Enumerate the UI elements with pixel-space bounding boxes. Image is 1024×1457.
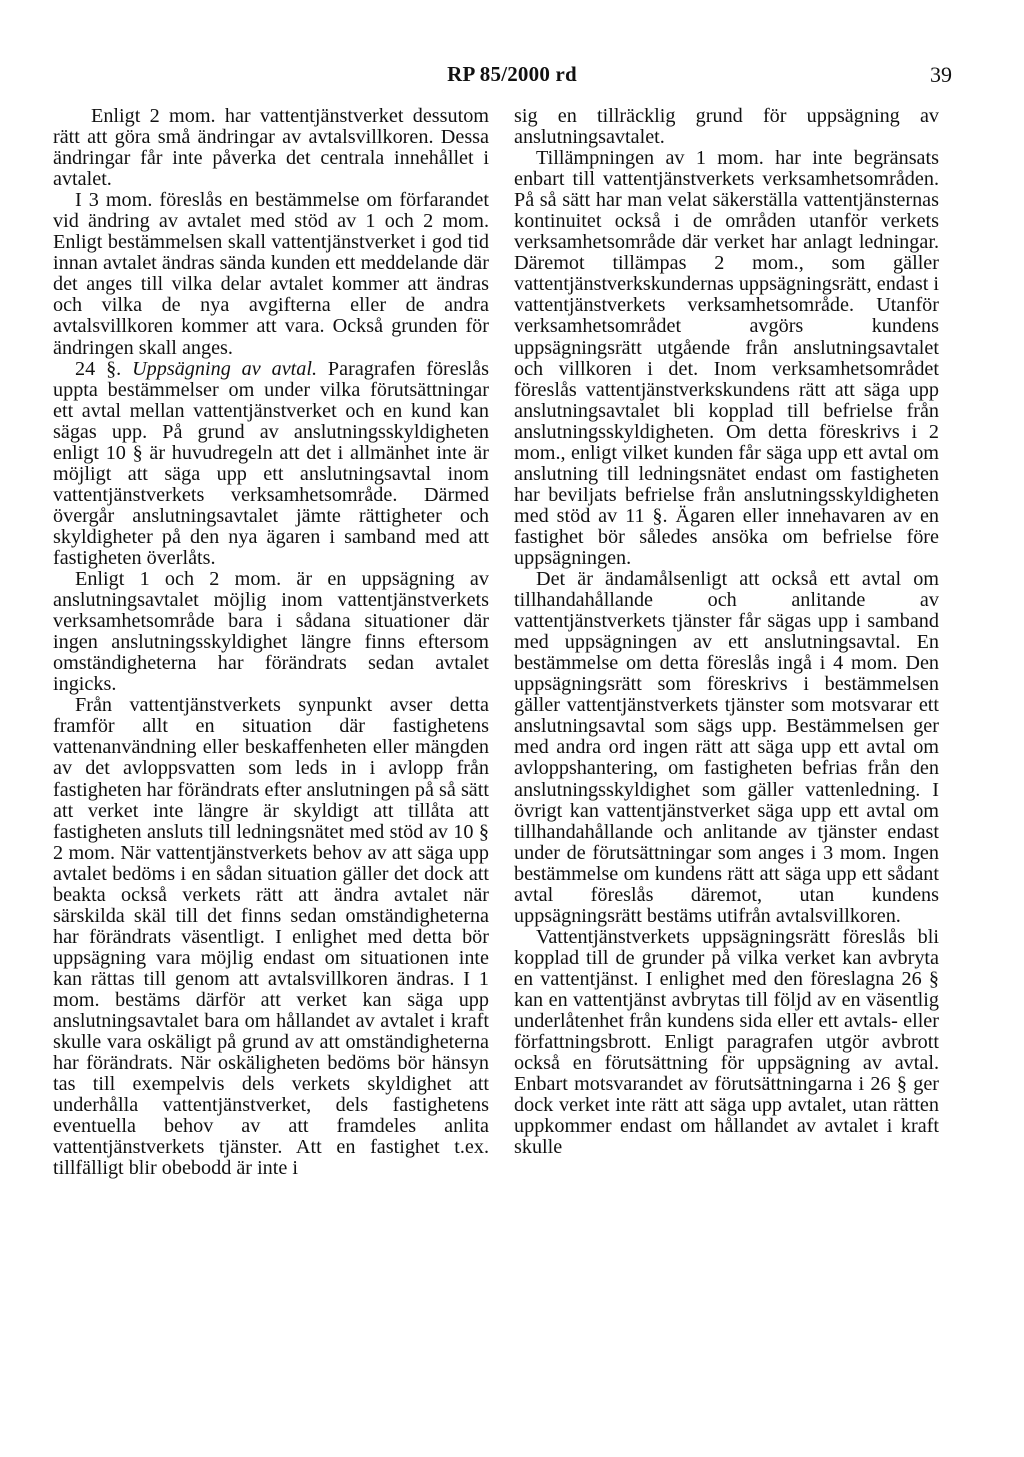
paragraph: Vattentjänstverkets uppsägningsrätt föreslås bli kopplad till de grunder på vilka verket kan avbryta en vattentjänst. I enlighet med den föreslagna 26 § kan en vattentjänst avbrytas till följd av en väsentlig underlåtenhet från kundens sida eller ett avtals- eller författningsbrott. Enligt paragrafen utgör avbrott också en förutsättning för uppsägning av avtal. Enbart motsvarandet av förutsättningarna i 26 § ger dock verket inte rätt att säga upp avtalet, utan rätten uppkommer endast om hållandet av avtalet i kraft skulle bbox=[514, 925, 939, 1159]
paragraph: I 3 mom. föreslås en bestämmelse om förfarandet vid ändring av avtalet med stöd av 1 och 2 mom. Enligt bestämmelsen skall vattentjänstverket i god tid innan avtalet ändras sända kunden ett meddelande där det anges till vilka delar avtalet kommer att ändras och vilka de nya avgifterna eller de andra avtalsvillkoren kommer att vara. Också grunden för ändringen skall anges. bbox=[53, 189, 489, 359]
paragraph: Tillämpningen av 1 mom. har inte begränsats enbart till vattentjänstverkets verksamhetsområden. På så sätt har man velat säkerställa vattentjänsternas kontinuitet också i de områden utanför verkets verksamhetsområde där verket har anlagt ledningar. Däremot tillämpas 2 mom., som gäller vattentjänstverkskundernas uppsägningsrätt, endast i vattentjänstverkets verksamhetsområde. Utanför verksamhetsområdet avgörs kundens uppsägningsrätt utgående från anslutningsavtalet och villkoren i det. Inom verksamhetsområdet föreslås vattentjänstverkskundens rätt att säga upp anslutningsavtalet bli kopplad till befrielse från anslutningsskyldigheten. Om detta föreskrivs i 2 mom., enligt vilket kunden får säga upp ett avtal om anslutning till ledningsnätet endast om fastigheten har beviljats befrielse från anslutningsskyldigheten med stöd av 11 §. Ägaren eller innehavaren av en fastighet bör således ansöka om befrielse före uppsägningen. bbox=[514, 147, 939, 569]
page-number: 39 bbox=[930, 62, 952, 87]
paragraph: Enligt 1 och 2 mom. är en uppsägning av anslutningsavtalet möjlig inom vattentjänstverkets verksamhetsområde bara i sådana situationer där ingen anslutningsskyldighet längre finns eftersom omständigheterna har förändrats sedan avtalet ingicks. bbox=[53, 568, 489, 696]
running-title: RP 85/2000 rd bbox=[447, 62, 577, 86]
right-column bbox=[514, 106, 939, 1158]
section-heading: Uppsägning av avtal. bbox=[132, 357, 318, 380]
left-column bbox=[53, 106, 489, 1179]
paragraph: Det är ändamålsenligt att också ett avtal om tillhandahållande och anlitande av vattentjänstverkets tjänster får sägas upp i samband med uppsägningen av ett anslutningsavtal. En bestämmelse om detta föreslås ingå i 4 mom. Den uppsägningsrätt som föreskrivs i bestämmelsen gäller vattentjänstverkets tjänster som motsvarar ett anslutningsavtal som sägs upp. Bestämmelsen ger med andra ord ingen rätt att säga upp ett avtal om avloppshantering, om fastigheten befrias från den anslutningsskyldighet som gäller vattenledning. I övrigt kan vattentjänstverket säga upp ett avtal om tillhandahållande och anlitande av tjänster endast under de förutsättningar som anges i 3 mom. Ingen bestämmelse om kundens rätt att säga upp ett sådant avtal föreslås däremot, utan kundens uppsägningsrätt bestäms utifrån avtalsvillkoren. bbox=[514, 568, 939, 927]
section-body: Paragrafen föreslås uppta bestämmelser om under vilka förutsättningar ett avtal mellan vattentjänstverket och en kund kan sägas upp. På grund av anslutningsskyldigheten enligt 10 § är huvudregeln att det i allmänhet inte är möjligt att säga upp ett anslutningsavtal inom vattentjänstverkets verksamhetsområde. Därmed övergår anslutningsavtalet jämte rättigheter och skyldigheter på den nya ägaren i samband med att fastigheten överlåts. bbox=[53, 357, 489, 569]
section-paragraph bbox=[53, 359, 489, 569]
page-header bbox=[0, 62, 1024, 92]
section-number: 24 §. bbox=[75, 357, 133, 380]
paragraph: Från vattentjänstverkets synpunkt avser detta framför allt en situation där fastighetens vattenanvändning eller beskaffenheten eller mängden av det avloppsvatten som leds in i avlopp från fastigheten har förändrats efter anslutningen på så sätt att verket inte längre är skyldigt att tillåta att fastigheten ansluts till ledningsnätet med stöd av 10 § 2 mom. När vattentjänstverkets behov av att säga upp avtalet bedöms i en sådan situation gäller det dock att beakta också verkets rätt att ändra avtalet när särskilda skäl till det finns sedan omständigheterna har förändrats väsentligt. I enlighet med detta bör uppsägning vara möjlig endast om situationen inte kan rättas till genom att avtalsvillkoren ändras. I 1 mom. bestäms därför att verket kan säga upp anslutningsavtalet bara om hållandet av avtalet i kraft skulle vara oskäligt på grund av att omständigheterna har förändrats. När oskäligheten bedöms bör hänsyn tas till exempelvis dels verkets skyldighet att underhålla vattentjänstverket, dels fastighetens eventuella behov av att framdeles anlita vattentjänstverkets tjänster. Att en fastighet t.ex. tillfälligt blir obebodd är inte i bbox=[53, 694, 489, 1180]
paragraph: sig en tillräcklig grund för uppsägning av anslutningsavtalet. bbox=[514, 105, 939, 149]
paragraph: Enligt 2 mom. har vattentjänstverket dessutom rätt att göra små ändringar av avtalsvillkoren. Dessa ändringar får inte påverka det centrala innehållet i avtalet. bbox=[53, 105, 489, 191]
